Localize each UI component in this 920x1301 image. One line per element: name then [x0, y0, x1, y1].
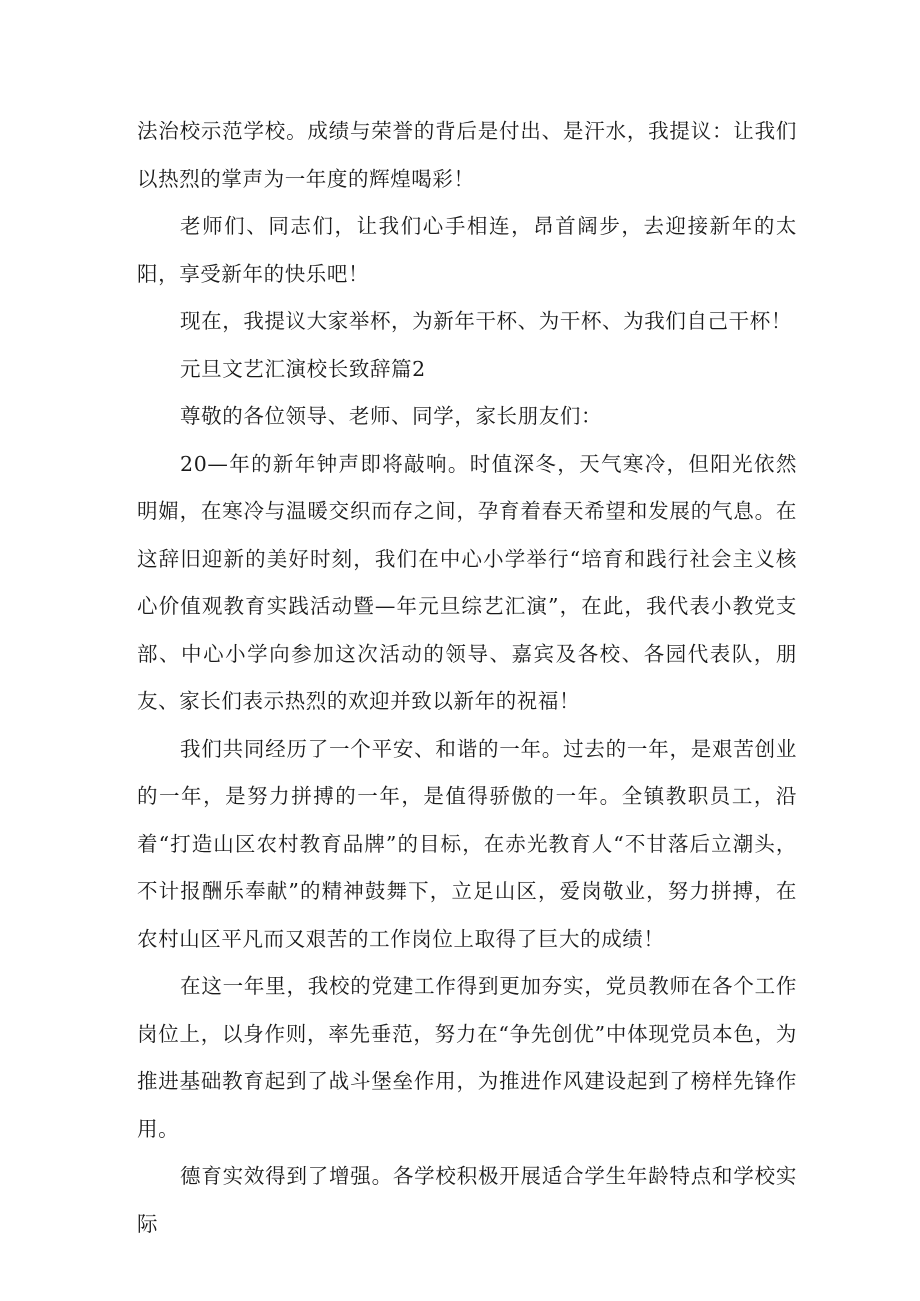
salutation: 尊敬的各位领导、老师、同学，家长朋友们： — [180, 404, 603, 428]
paragraph-9: 德育实效得到了增强。各学校积极开展适合学生年龄特点和学校实际 — [137, 1164, 797, 1236]
paragraph-8: 在这一年里，我校的党建工作得到更加夯实，党员教师在各个工作岗位上，以身作则，率先垂范，努力在“争先创优”中体现党员本色，为推进基础教育起到了战斗堡垒作用，为推进作风建设起到了榜样先锋作用。 — [137, 974, 797, 1141]
paragraph-3: 现在，我提议大家举杯，为新年干杯、为干杯、为我们自己干杯！ — [180, 309, 792, 333]
paragraph-7: 我们共同经历了一个平安、和谐的一年。过去的一年，是艰苦创业的一年，是努力拼搏的一年，是值得骄傲的一年。全镇教职员工，沿着“打造山区农村教育品牌”的目标，在赤光教育人“不甘落后立潮头，不计报酬乐奉献”的精神鼓舞下，立足山区，爱岗敬业，努力拼搏，在农村山区平凡而又艰苦的工作岗位上取得了巨大的成绩！ — [137, 736, 797, 951]
paragraph-1: 法治校示范学校。成绩与荣誉的背后是付出、是汗水，我提议：让我们以热烈的掌声为一年度的辉煌喝彩！ — [137, 119, 797, 191]
paragraph-6: 20—年的新年钟声即将敲响。时值深冬，天气寒冷，但阳光依然明媚，在寒冷与温暖交织而存之间，孕育着春天希望和发展的气息。在这辞旧迎新的美好时刻，我们在中心小学举行“培育和践行社会主义核心价值观教育实践活动暨—年元旦综艺汇演”，在此，我代表小教党支部、中心小学向参加这次活动的领导、嘉宾及各校、各园代表队，朋友、家长们表示热烈的欢迎并致以新年的祝福！ — [137, 451, 797, 713]
paragraph-2: 老师们、同志们，让我们心手相连，昂首阔步，去迎接新年的太阳，享受新年的快乐吧！ — [137, 214, 797, 286]
document-body — [137, 108, 797, 1248]
section-heading: 元旦文艺汇演校长致辞篇2 — [180, 356, 426, 381]
